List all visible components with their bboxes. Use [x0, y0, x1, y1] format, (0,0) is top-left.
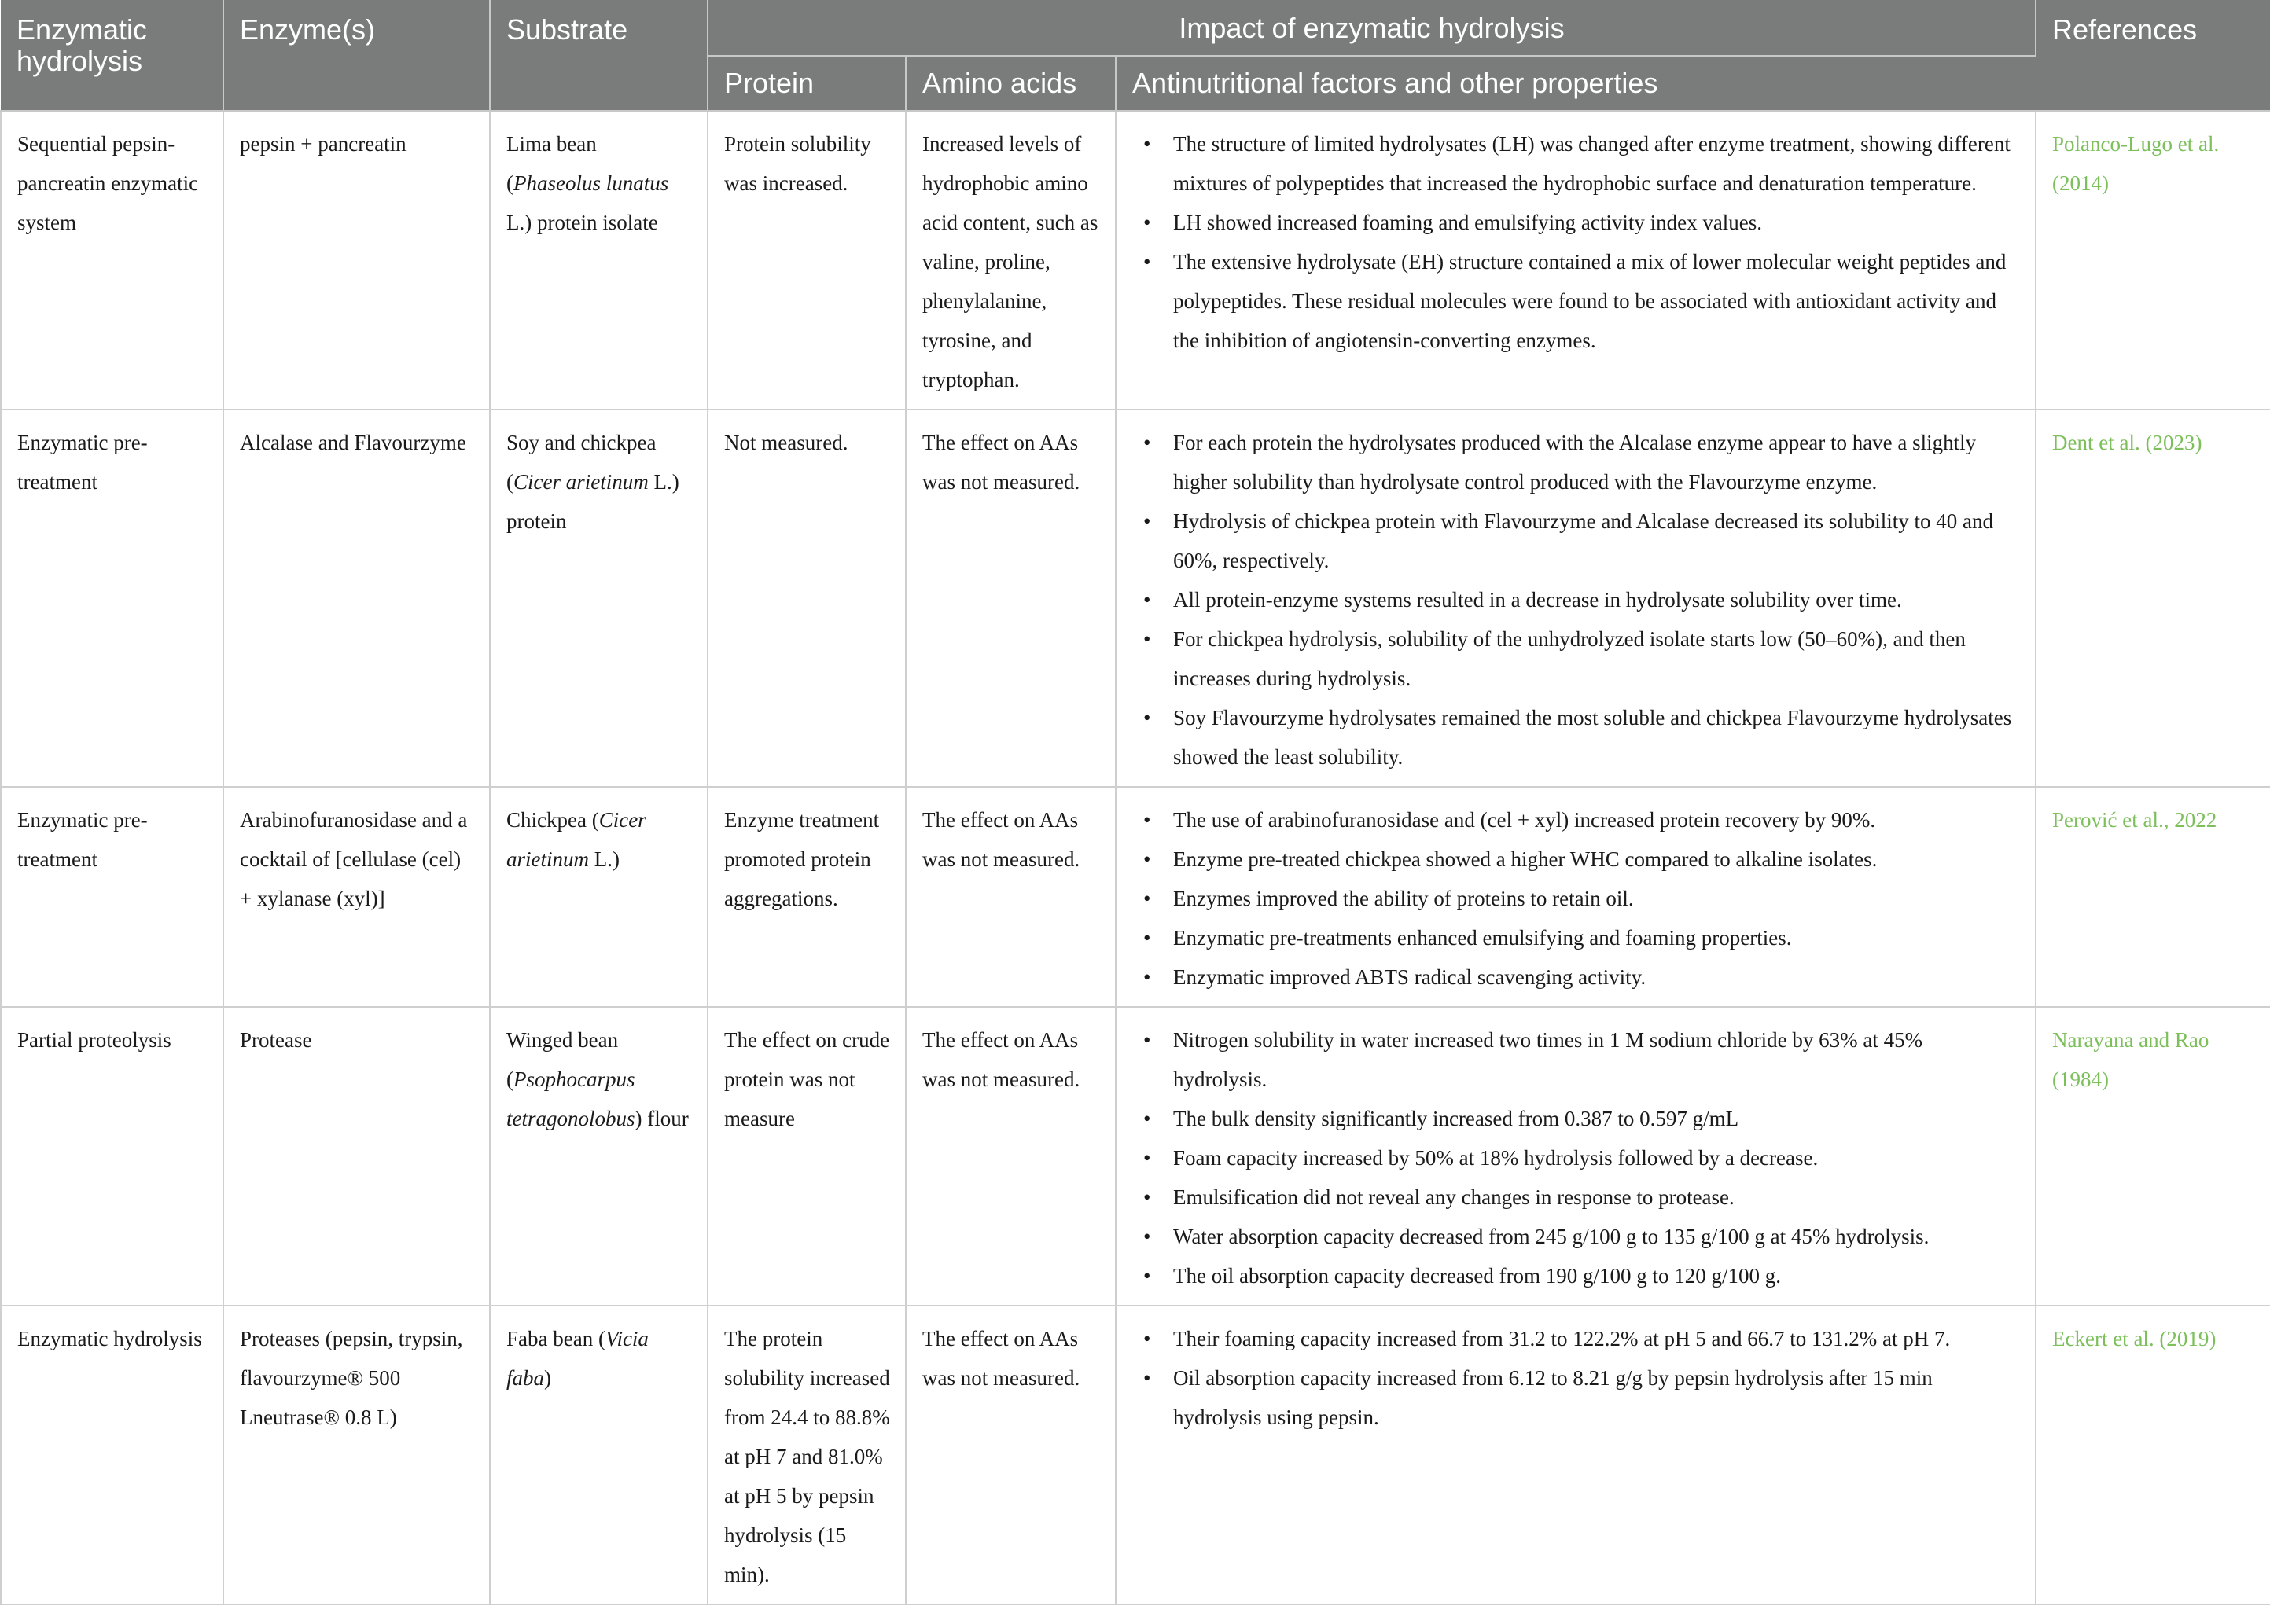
list-item: • The oil absorption capacity decreased from 190 g/100 g to 120 g/100 g.: [1173, 1256, 2021, 1295]
substrate-text: ): [544, 1366, 552, 1390]
list-item: • Soy Flavourzyme hydrolysates remained the most soluble and chickpea Flavourzyme hydrolysates showed the least solubility.: [1173, 698, 2021, 777]
cell-substrate: [490, 1306, 708, 1604]
cell-effects: [1116, 410, 2036, 787]
header-impact: Impact of enzymatic hydrolysis: [708, 0, 2036, 56]
list-item: • LH showed increased foaming and emulsifying activity index values.: [1173, 203, 2021, 242]
effects-list: [1132, 800, 2021, 997]
table-row: [1, 1007, 2270, 1306]
cell-effects: [1116, 787, 2036, 1007]
cell-enzymes: Alcalase and Flavourzyme: [223, 410, 490, 787]
cell-enzymes: Proteases (pepsin, trypsin, flavourzyme® 500 Lneutrase® 0.8 L): [223, 1306, 490, 1604]
cell-hydrolysis: Enzymatic pre-treatment: [1, 787, 223, 1007]
header-antinutritional: Antinutritional factors and other properties: [1116, 56, 2036, 111]
table-row: [1, 410, 2270, 787]
list-item: • Water absorption capacity decreased from 245 g/100 g to 135 g/100 g at 45% hydrolysis.: [1173, 1217, 2021, 1256]
list-item: • Enzymes improved the ability of proteins to retain oil.: [1173, 879, 2021, 918]
cell-effects: [1116, 111, 2036, 410]
substrate-text: L.): [589, 847, 620, 871]
reference-link[interactable]: Dent et al. (2023): [2036, 410, 2270, 787]
cell-effects: [1116, 1007, 2036, 1306]
effects-list: [1132, 1319, 2021, 1437]
header-substrate: Substrate: [490, 0, 708, 111]
effects-list: [1132, 1020, 2021, 1295]
list-item: • The use of arabinofuranosidase and (cel + xyl) increased protein recovery by 90%.: [1173, 800, 2021, 840]
list-item: • Oil absorption capacity increased from 6.12 to 8.21 g/g by pepsin hydrolysis after 15 min hydrolysis using pepsin.: [1173, 1358, 2021, 1437]
header-enzymatic-hydrolysis: Enzymatic hydrolysis: [1, 0, 223, 111]
cell-protein: The effect on crude protein was not measure: [708, 1007, 906, 1306]
species-name: Cicer arietinum: [506, 808, 646, 871]
effects-list: [1132, 124, 2021, 360]
reference-link[interactable]: Narayana and Rao (1984): [2036, 1007, 2270, 1306]
effects-list: [1132, 423, 2021, 777]
header-references: References: [2036, 0, 2270, 111]
list-item: • For chickpea hydrolysis, solubility of the unhydrolyzed isolate starts low (50–60%), and then increases during hydrolysis.: [1173, 619, 2021, 698]
cell-substrate: [490, 410, 708, 787]
cell-hydrolysis: Enzymatic hydrolysis: [1, 1306, 223, 1604]
cell-amino-acids: The effect on AAs was not measured.: [906, 1007, 1116, 1306]
list-item: • The bulk density significantly increased from 0.387 to 0.597 g/mL: [1173, 1099, 2021, 1138]
cell-effects: [1116, 1306, 2036, 1604]
header-row-1: [1, 0, 2270, 56]
list-item: • Enzyme pre-treated chickpea showed a higher WHC compared to alkaline isolates.: [1173, 840, 2021, 879]
cell-protein: Enzyme treatment promoted protein aggregations.: [708, 787, 906, 1007]
substrate-text: ) flour: [635, 1107, 689, 1130]
list-item: • Emulsification did not reveal any changes in response to protease.: [1173, 1178, 2021, 1217]
cell-substrate: [490, 787, 708, 1007]
reference-link[interactable]: Eckert et al. (2019): [2036, 1306, 2270, 1604]
list-item: • Hydrolysis of chickpea protein with Flavourzyme and Alcalase decreased its solubility to 40 and 60%, respectively.: [1173, 502, 2021, 580]
reference-link[interactable]: Perović et al., 2022: [2036, 787, 2270, 1007]
list-item: • Nitrogen solubility in water increased two times in 1 M sodium chloride by 63% at 45% hydrolysis.: [1173, 1020, 2021, 1099]
reference-link[interactable]: Polanco-Lugo et al. (2014): [2036, 111, 2270, 410]
cell-amino-acids: The effect on AAs was not measured.: [906, 410, 1116, 787]
substrate-text: Lima bean (: [506, 132, 597, 195]
cell-substrate: [490, 111, 708, 410]
cell-enzymes: Protease: [223, 1007, 490, 1306]
substrate-text: L.) protein isolate: [506, 211, 658, 234]
list-item: • Enzymatic pre-treatments enhanced emulsifying and foaming properties.: [1173, 918, 2021, 957]
species-name: Vicia faba: [506, 1327, 649, 1390]
species-name: Psophocarpus tetragonolobus: [506, 1067, 635, 1130]
cell-protein: The protein solubility increased from 24.4 to 88.8% at pH 7 and 81.0% at pH 5 by pepsin hydrolysis (15 min).: [708, 1306, 906, 1604]
species-name: Phaseolus lunatus: [513, 171, 669, 195]
table-row: [1, 1306, 2270, 1604]
header-enzymes: Enzyme(s): [223, 0, 490, 111]
cell-protein: Not measured.: [708, 410, 906, 787]
list-item: • Enzymatic improved ABTS radical scavenging activity.: [1173, 957, 2021, 997]
cell-amino-acids: The effect on AAs was not measured.: [906, 787, 1116, 1007]
cell-amino-acids: Increased levels of hydrophobic amino acid content, such as valine, proline, phenylalanine, tyrosine, and tryptophan.: [906, 111, 1116, 410]
cell-enzymes: pepsin + pancreatin: [223, 111, 490, 410]
list-item: • The extensive hydrolysate (EH) structure contained a mix of lower molecular weight peptides and polypeptides. These residual molecules were found to be associated with antioxidant activity and the inhibition of angiotensin-converting enzymes.: [1173, 242, 2021, 360]
substrate-text: Chickpea (: [506, 808, 599, 832]
substrate-text: Faba bean (: [506, 1327, 605, 1350]
list-item: • The structure of limited hydrolysates (LH) was changed after enzyme treatment, showing different mixtures of polypeptides that increased the hydrophobic surface and denaturation temperature.: [1173, 124, 2021, 203]
substrate-text: L.) protein: [506, 470, 679, 533]
table-row: [1, 111, 2270, 410]
cell-hydrolysis: Partial proteolysis: [1, 1007, 223, 1306]
species-name: Cicer arietinum: [513, 470, 649, 494]
cell-hydrolysis: Sequential pepsin-pancreatin enzymatic system: [1, 111, 223, 410]
list-item: • Foam capacity increased by 50% at 18% hydrolysis followed by a decrease.: [1173, 1138, 2021, 1178]
table-row: [1, 787, 2270, 1007]
cell-amino-acids: The effect on AAs was not measured.: [906, 1306, 1116, 1604]
substrate-text: Winged bean (: [506, 1028, 619, 1091]
header-amino-acids: Amino acids: [906, 56, 1116, 111]
list-item: • For each protein the hydrolysates produced with the Alcalase enzyme appear to have a slightly higher solubility than hydrolysate control produced with the Flavourzyme enzyme.: [1173, 423, 2021, 502]
cell-hydrolysis: Enzymatic pre-treatment: [1, 410, 223, 787]
list-item: • Their foaming capacity increased from 31.2 to 122.2% at pH 5 and 66.7 to 131.2% at pH 7.: [1173, 1319, 2021, 1358]
cell-protein: Protein solubility was increased.: [708, 111, 906, 410]
cell-substrate: [490, 1007, 708, 1306]
header-protein: Protein: [708, 56, 906, 111]
substrate-text: Soy and chickpea (: [506, 431, 657, 494]
list-item: • All protein-enzyme systems resulted in a decrease in hydrolysate solubility over time.: [1173, 580, 2021, 619]
cell-enzymes: Arabinofuranosidase and a cocktail of [cellulase (cel) + xylanase (xyl)]: [223, 787, 490, 1007]
